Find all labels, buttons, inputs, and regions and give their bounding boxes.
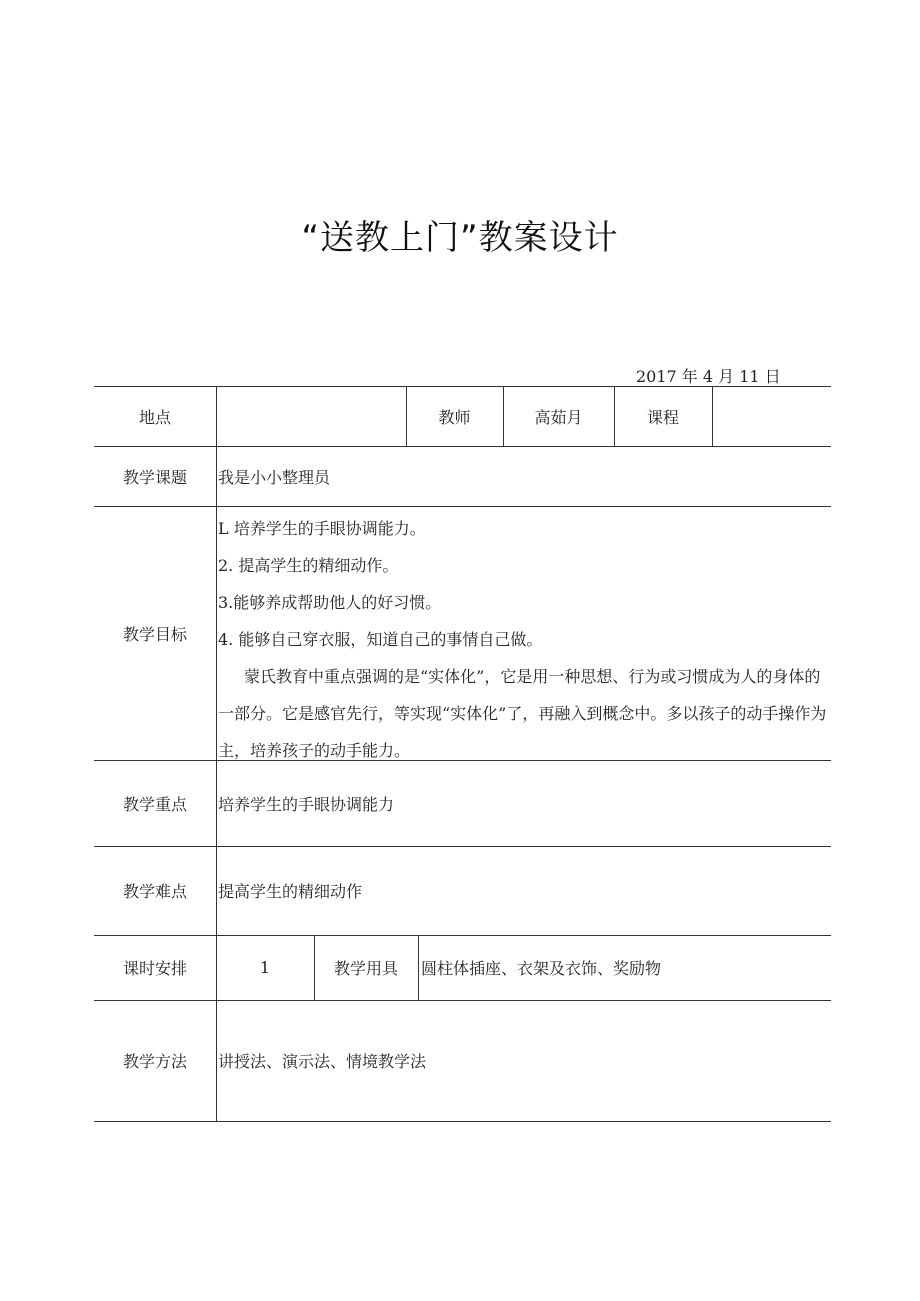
page-title: “送教上门”教案设计 [301, 218, 619, 258]
goals-label: 教学目标 [122, 624, 187, 644]
teacher-value: 高茹月 [534, 407, 583, 427]
hours-value: 1 [259, 958, 271, 977]
difficulty-value: 提高学生的精细动作 [218, 882, 363, 901]
goal-item: 2. 提高学生的精细动作。 [218, 556, 399, 575]
column-divider [216, 386, 217, 1121]
goal-item: L 培养学生的手眼协调能力。 [218, 519, 426, 538]
hours-label: 课时安排 [122, 959, 187, 978]
method-label: 教学方法 [122, 1052, 187, 1071]
goals-content [218, 510, 830, 769]
key-point-value: 培养学生的手眼协调能力 [218, 794, 395, 814]
key-point-label: 教学重点 [122, 794, 187, 814]
topic-value: 我是小小整理员 [218, 467, 331, 487]
lesson-date: 2017 年 4 月 11 日 [636, 367, 781, 386]
course-value [712, 386, 831, 446]
topic-label: 教学课题 [122, 467, 187, 487]
teacher-label: 教师 [438, 407, 471, 427]
column-divider [418, 935, 419, 1000]
tools-label: 教学用具 [333, 959, 398, 978]
goal-item: 3.能够养成帮助他人的好习惯。 [218, 593, 442, 612]
goal-item: 4. 能够自己穿衣服，知道自己的事情自己做。 [218, 630, 543, 649]
table-rule-bottom [94, 1121, 831, 1122]
course-label: 课程 [646, 407, 679, 427]
location-value [218, 386, 404, 446]
goals-paragraph: 蒙氏教育中重点强调的是“实体化”，它是用一种思想、行为或习惯成为人的身体的一部分。它是感官先行，等实现“实体化”了，再融入到概念中。多以孩子的动手操作为主，培养孩子的动手能力。 [218, 667, 827, 760]
difficulty-label: 教学难点 [122, 882, 187, 901]
method-value: 讲授法、演示法、情境教学法 [218, 1052, 427, 1071]
location-label: 地点 [138, 407, 171, 427]
tools-value: 圆柱体插座、衣架及衣饰、奖励物 [421, 959, 662, 978]
